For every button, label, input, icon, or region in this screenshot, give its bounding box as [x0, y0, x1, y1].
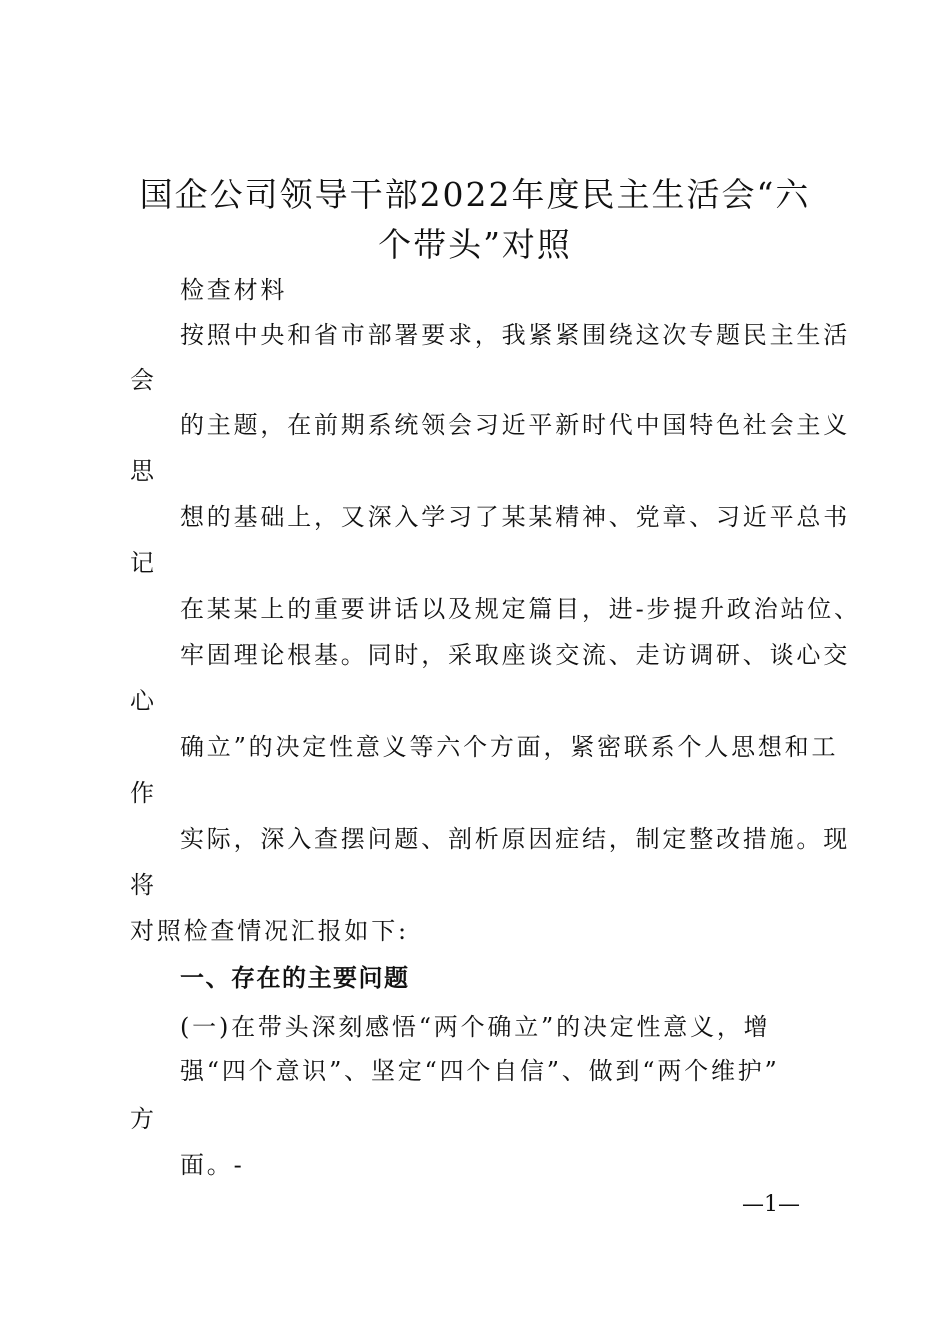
body-line: 强“四个意识”、坚定“四个自信”、做到“两个维护” — [180, 1057, 780, 1085]
body-line: 对照检查情况汇报如下: — [130, 917, 409, 945]
body-line: 心 — [130, 687, 157, 715]
body-line: 牢固理论根基。同时，采取座谈交流、走访调研、谈心交 — [180, 641, 850, 669]
body-line: 会 — [130, 366, 157, 394]
body-line: 的主题，在前期系统领会习近平新时代中国特色社会主义 — [180, 411, 850, 439]
title-line-2: 个带头”对照 — [378, 225, 572, 264]
document-title — [120, 170, 830, 270]
body-line: 作 — [130, 779, 157, 807]
title-line-1: 国企公司领导干部2022年度民主生活会“六 — [139, 175, 811, 214]
body-line: 思 — [130, 457, 157, 485]
body-line: 记 — [130, 549, 157, 577]
body-line: 按照中央和省市部署要求，我紧紧围绕这次专题民主生活 — [180, 321, 850, 349]
body-line: 在某某上的重要讲话以及规定篇目，进-步提升政治站位、 — [180, 595, 861, 623]
subtitle-text: 检查材料 — [180, 276, 288, 304]
body-line: 实际，深入查摆问题、剖析原因症结，制定整改措施。现 — [180, 825, 850, 853]
body-line: 想的基础上，又深入学习了某某精神、党章、习近平总书 — [180, 503, 850, 531]
page-number: —1— — [742, 1192, 800, 1217]
body-line: 方 — [130, 1105, 157, 1133]
section-heading: 一、存在的主要问题 — [180, 964, 410, 992]
body-line: 确立”的决定性意义等六个方面，紧密联系个人思想和工 — [180, 733, 839, 761]
body-line: 将 — [130, 871, 157, 899]
body-line: 面。- — [180, 1151, 245, 1179]
subsection-heading: (一)在带头深刻感悟“两个确立”的决定性意义，增 — [180, 1013, 771, 1041]
